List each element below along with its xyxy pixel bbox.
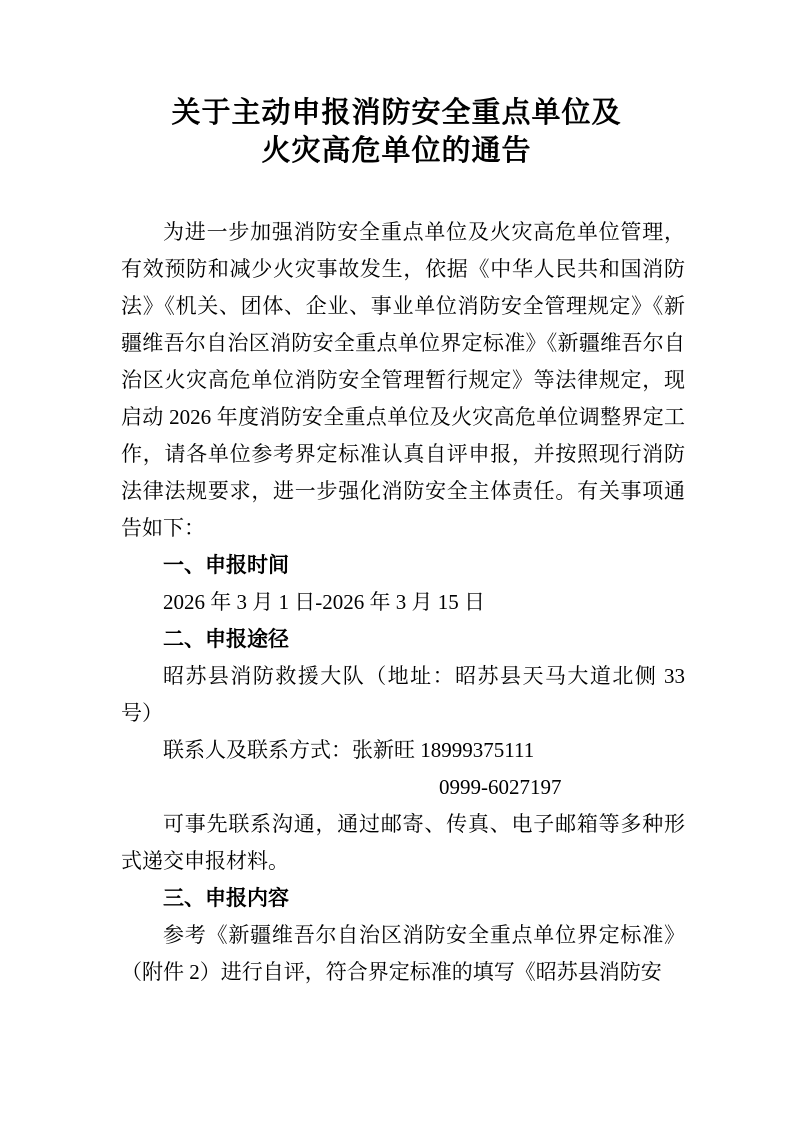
document-title-line-1: 关于主动申报消防安全重点单位及 — [171, 97, 622, 129]
document-title — [0, 0, 793, 170]
submission-methods-paragraph: 可事先联系沟通，通过邮寄、传真、电子邮箱等多种形式递交申报材料。 — [121, 812, 685, 873]
declaration-content-paragraph: 参考《新疆维吾尔自治区消防安全重点单位界定标准》（附件 2）进行自评，符合界定标准的填写《昭苏县消防安 — [121, 923, 685, 984]
intro-paragraph: 为进一步加强消防安全重点单位及火灾高危单位管理，有效预防和减少火灾事故发生，依据《中华人民共和国消防法》《机关、团体、企业、事业单位消防安全管理规定》《新疆维吾尔自治区消防安全重点单位界定标准》《新疆维吾尔自治区火灾高危单位消防安全管理暂行规定》等法律规定，现启动 2026 年度消防安全重点单位及火灾高危单位调整界定工作，请各单位参考界定标准认真自评申报，并按照现行消防法律法规要求，进一步强化消防安全主体责任。有关事项通告如下： — [121, 220, 685, 540]
document-body — [121, 214, 685, 991]
contact-phone-2: 0999-6027197 — [439, 775, 562, 799]
declaration-period-text: 2026 年 3 月 1 日-2026 年 3 月 15 日 — [163, 590, 485, 614]
section-3-heading: 三、申报内容 — [163, 887, 289, 910]
declaration-address-paragraph: 昭苏县消防救援大队（地址：昭苏县天马大道北侧 33 号） — [121, 664, 685, 725]
document-title-line-2: 火灾高危单位的通告 — [261, 135, 532, 167]
section-1-heading: 一、申报时间 — [163, 554, 289, 577]
contact-person-paragraph: 联系人及联系方式：张新旺 18999375111 — [163, 738, 535, 762]
section-2-heading: 二、申报途径 — [163, 628, 289, 651]
